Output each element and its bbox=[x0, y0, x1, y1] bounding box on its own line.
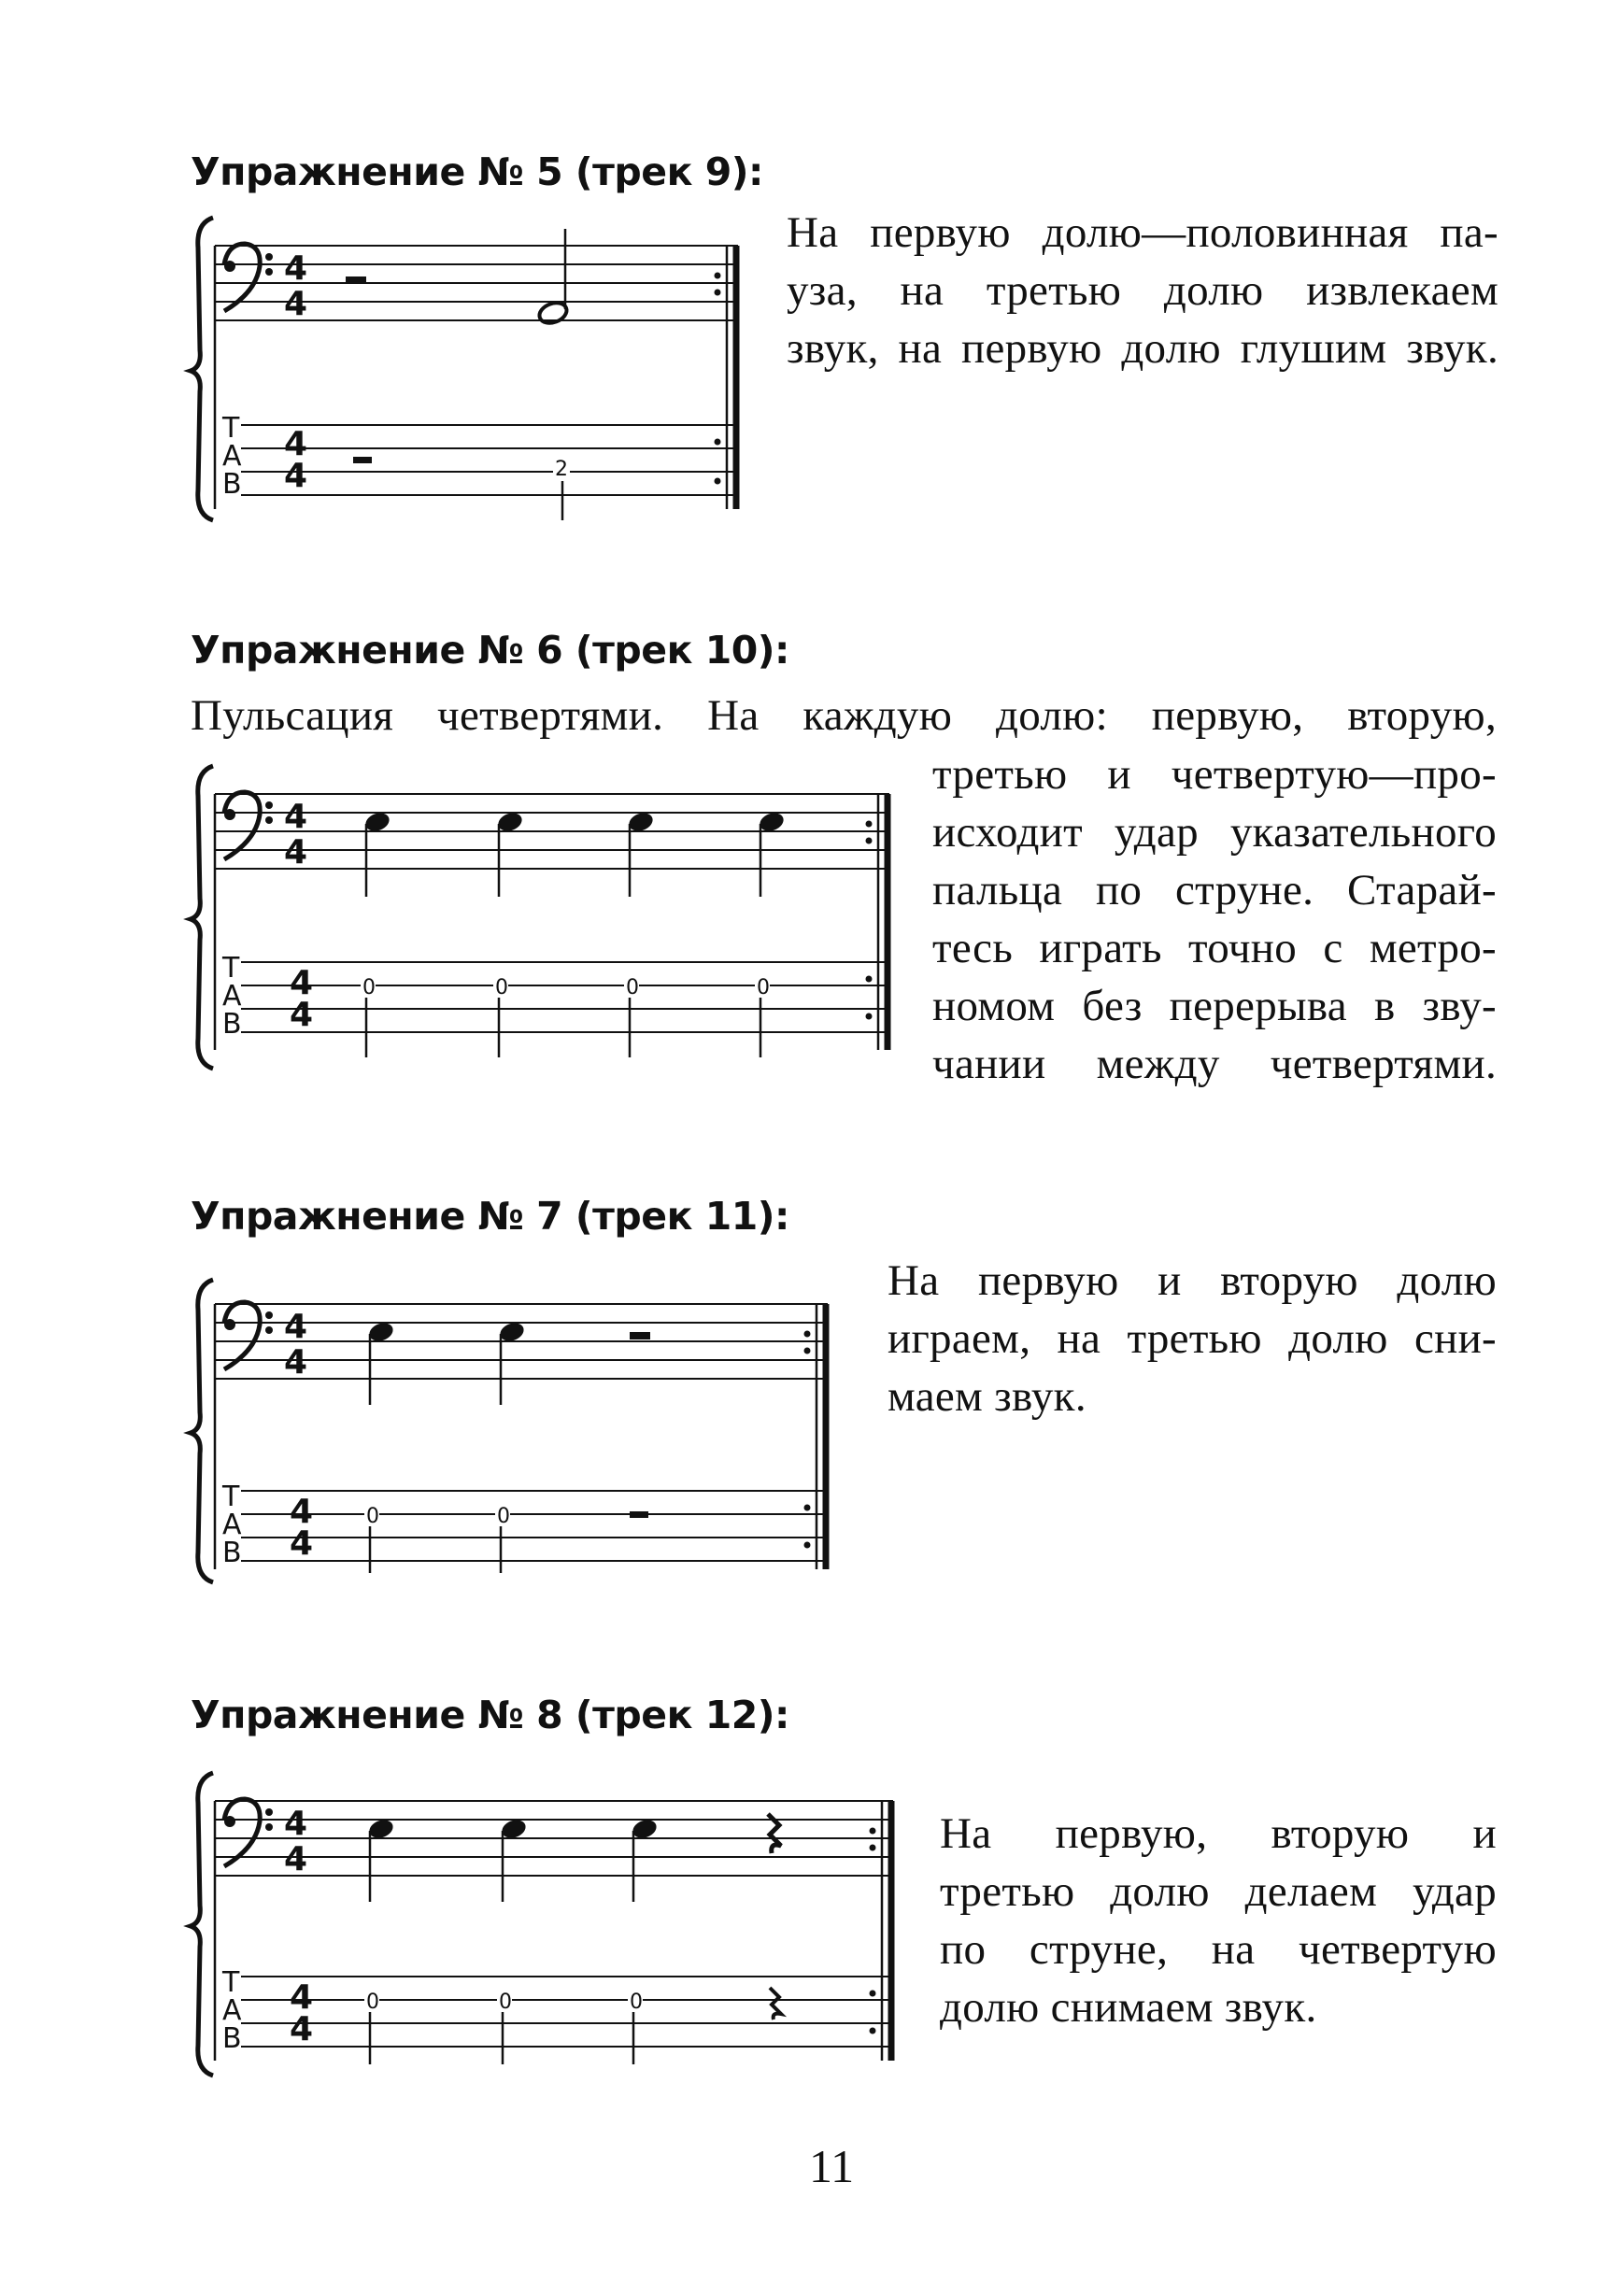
text-line: по струне, на четвертую bbox=[940, 1925, 1497, 1974]
tab-fret: 0 bbox=[362, 976, 376, 999]
tab-fret: 2 bbox=[555, 458, 568, 481]
quarter-note bbox=[498, 1320, 527, 1405]
tab-quarter-rest bbox=[770, 1988, 781, 2020]
text-line: На первую долю—половинная па- bbox=[787, 208, 1498, 257]
tab-rest bbox=[353, 457, 372, 463]
exercise-6-notation bbox=[187, 758, 916, 1076]
time-signature-top: 4 bbox=[284, 1308, 308, 1346]
exercise-8-description bbox=[940, 1805, 1497, 2036]
quarter-note bbox=[363, 810, 392, 897]
exercise-8-heading: Упражнение № 8 (трек 12): bbox=[191, 1693, 789, 1737]
tab-fret: 0 bbox=[497, 1505, 510, 1528]
tab-fret: 0 bbox=[499, 1991, 512, 2014]
exercise-6-heading: Упражнение № 6 (трек 10): bbox=[191, 628, 789, 673]
tab-label-b: B bbox=[222, 468, 242, 501]
half-rest bbox=[346, 276, 366, 284]
quarter-note bbox=[367, 1320, 396, 1405]
tab-time-top: 4 bbox=[290, 964, 314, 1002]
text-line: звук, на первую долю глушим звук. bbox=[787, 324, 1498, 373]
time-signature-bottom: 4 bbox=[284, 285, 308, 323]
time-signature-top: 4 bbox=[284, 249, 308, 288]
tab-label-t: T bbox=[222, 1481, 240, 1513]
exercise-5-notation bbox=[187, 210, 766, 528]
text-line: уза, на третью долю извлекаем bbox=[787, 266, 1498, 315]
exercise-5-description bbox=[787, 204, 1498, 377]
text-line: тесь играть точно с метро- bbox=[932, 924, 1497, 972]
quarter-note bbox=[758, 810, 787, 897]
exercise-7-heading: Упражнение № 7 (трек 11): bbox=[191, 1194, 789, 1239]
tab-label-t: T bbox=[222, 1966, 240, 1999]
quarter-note bbox=[500, 1817, 529, 1902]
tab-fret: 0 bbox=[630, 1991, 643, 2014]
tab-fret: 0 bbox=[366, 1991, 379, 2014]
tab-time-bottom: 4 bbox=[290, 996, 314, 1034]
system-brace bbox=[191, 1280, 213, 1582]
tab-time-top: 4 bbox=[290, 1493, 314, 1531]
text-line: третью и четвертую—про- bbox=[932, 750, 1497, 799]
text-line: Пульсация четвертями. На каждую долю: первую, вторую, bbox=[191, 691, 1497, 740]
tab-label-t: T bbox=[222, 952, 240, 985]
time-signature-top: 4 bbox=[284, 1805, 308, 1843]
tab-time-top: 4 bbox=[284, 425, 308, 463]
time-signature-bottom: 4 bbox=[284, 833, 308, 872]
exercise-6-description bbox=[932, 745, 1497, 1093]
tab-label-a: A bbox=[222, 1994, 242, 2027]
tab-label-a: A bbox=[222, 1509, 242, 1541]
quarter-note bbox=[496, 810, 525, 897]
text-line: номом без перерыва в зву- bbox=[932, 982, 1497, 1030]
tab-fret: 0 bbox=[757, 976, 770, 999]
tab-label-t: T bbox=[222, 412, 240, 445]
tab-fret: 0 bbox=[366, 1505, 379, 1528]
exercise-7-notation bbox=[187, 1272, 841, 1590]
system-brace bbox=[191, 766, 213, 1069]
half-note bbox=[536, 229, 569, 327]
bass-staff bbox=[215, 1801, 893, 1876]
exercise-5-heading: Упражнение № 5 (трек 9): bbox=[191, 149, 763, 194]
exercise-7-description bbox=[888, 1252, 1497, 1425]
tab-label-a: A bbox=[222, 440, 242, 473]
tab-label-b: B bbox=[222, 1008, 242, 1041]
time-signature-bottom: 4 bbox=[284, 1343, 308, 1382]
time-signature-bottom: 4 bbox=[284, 1840, 308, 1878]
time-signature-top: 4 bbox=[284, 798, 308, 836]
text-line: чании между четвертями. bbox=[932, 1040, 1497, 1088]
tab-label-b: B bbox=[222, 2022, 242, 2055]
quarter-note bbox=[367, 1817, 396, 1902]
system-brace bbox=[191, 218, 213, 520]
tab-fret: 0 bbox=[626, 976, 639, 999]
tab-staff bbox=[241, 962, 889, 1032]
half-rest bbox=[630, 1332, 650, 1339]
quarter-notes bbox=[363, 810, 787, 897]
text-line: маем звук. bbox=[888, 1372, 1086, 1421]
text-line: играем, на третью долю сни- bbox=[888, 1314, 1497, 1363]
tab-time-top: 4 bbox=[290, 1978, 314, 2017]
tab-label-b: B bbox=[222, 1537, 242, 1569]
tab-fret: 0 bbox=[495, 976, 508, 999]
tab-staff bbox=[241, 1977, 893, 2047]
tab-staff bbox=[241, 425, 738, 495]
exercise-6-intro bbox=[191, 687, 1497, 744]
tab-label-a: A bbox=[222, 980, 242, 1013]
tab-time-bottom: 4 bbox=[290, 2010, 314, 2048]
page-number: 11 bbox=[809, 2140, 855, 2192]
bass-staff bbox=[215, 794, 889, 869]
tab-staff bbox=[241, 1491, 828, 1561]
tab-time-bottom: 4 bbox=[290, 1524, 314, 1563]
text-line: пальца по струне. Старай- bbox=[932, 866, 1497, 914]
text-line: третью долю делаем удар bbox=[940, 1867, 1497, 1916]
exercise-8-notation bbox=[187, 1765, 916, 2083]
quarter-note bbox=[631, 1817, 660, 1902]
text-line: На первую, вторую и bbox=[940, 1809, 1497, 1858]
text-line: На первую и вторую долю bbox=[888, 1256, 1497, 1305]
tab-time-bottom: 4 bbox=[284, 457, 308, 495]
quarter-note bbox=[627, 810, 656, 897]
text-line: долю снимаем звук. bbox=[940, 1983, 1317, 2032]
text-line: исходит удар указательного bbox=[932, 808, 1497, 857]
system-brace bbox=[191, 1773, 213, 2076]
tab-rest bbox=[630, 1511, 648, 1518]
